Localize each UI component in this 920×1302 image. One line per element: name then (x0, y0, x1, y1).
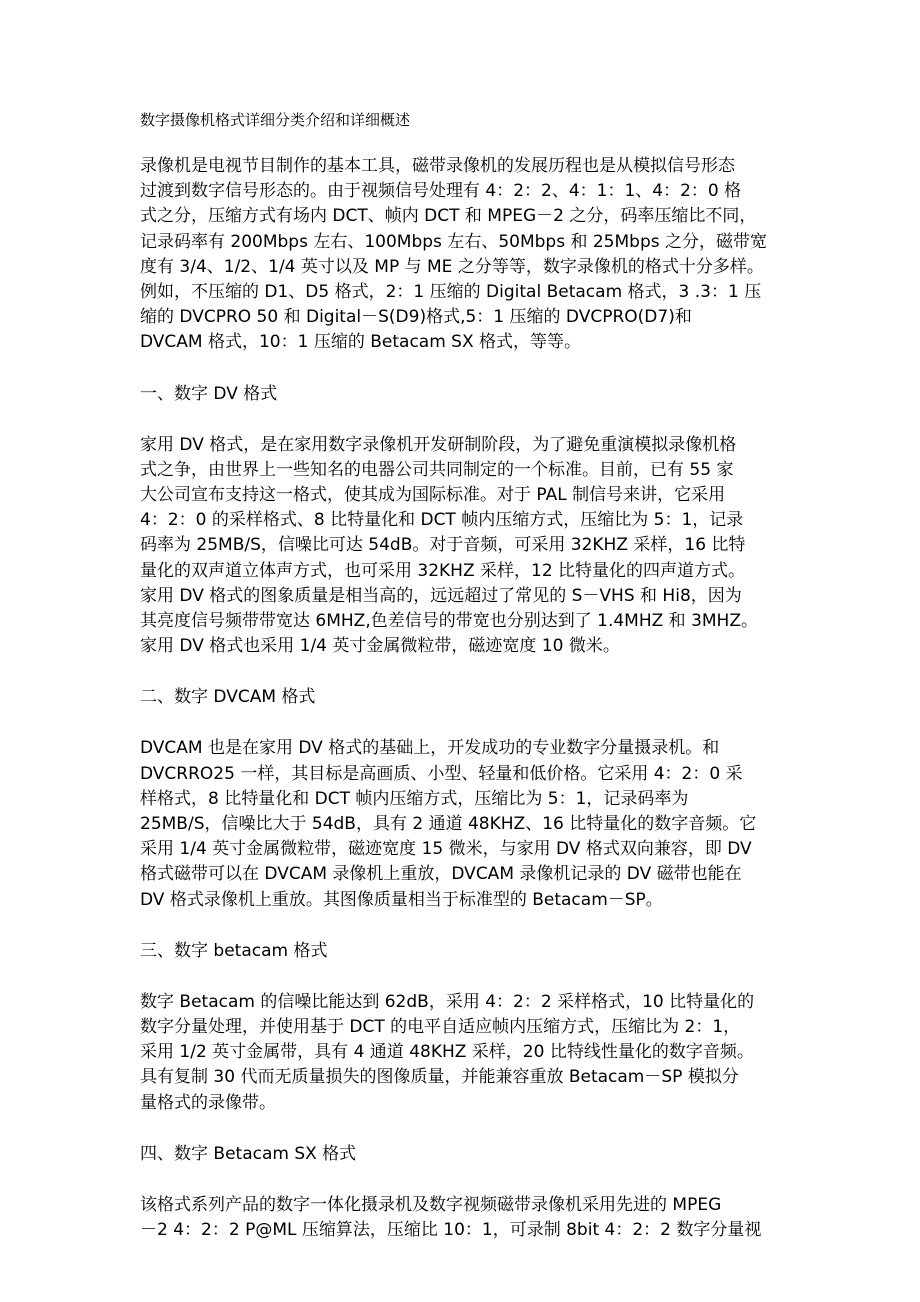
section-paragraph-dvcam (140, 736, 790, 912)
text-line: 该格式系列产品的数字一体化摄录机及数字视频磁带录像机采用先进的 MPEG (140, 1194, 722, 1215)
text-line: 样格式，8 比特量化和 DCT 帧内压缩方式，压缩比为 5：1，记录码率为 (140, 788, 689, 809)
document-page (140, 110, 790, 1243)
document-title: 数字摄像机格式详细分类介绍和详细概述 (140, 111, 411, 129)
text-line: －2 4：2：2 P@ML 压缩算法，压缩比 10：1，可录制 8bit 4：2：2 数字分量视 (140, 1220, 762, 1241)
section-heading-betacam-sx: 四、数字 Betacam SX 格式 (140, 1143, 357, 1164)
text-line: 量化的双声道立体声方式，也可采用 32KHZ 采样，12 比特量化的四声道方式。 (140, 560, 746, 581)
section-heading-dv: 一、数字 DV 格式 (140, 383, 278, 404)
text-line: 式之争，由世界上一些知名的电器公司共同制定的一个标准。目前，已有 55 家 (140, 459, 734, 480)
text-line: 格式磁带可以在 DVCAM 录像机上重放，DVCAM 录像机记录的 DV 磁带也能在 (140, 864, 742, 885)
section-paragraph-betacam-sx (140, 1193, 790, 1243)
text-line: 例如，不压缩的 D1、D5 格式，2：1 压缩的 Digital Betacam 格式，3 .3：1 压 (140, 282, 762, 303)
text-line: 其亮度信号频带带宽达 6MHZ,色差信号的带宽也分别达到了 1.4MHZ 和 3MHZ。 (140, 611, 758, 632)
text-line: 25MB/S，信噪比大于 54dB，具有 2 通道 48KHZ、16 比特量化的数字音频。它 (140, 814, 757, 835)
text-line: DVCRRO25 一样，其目标是高画质、小型、轻量和低价格。它采用 4：2：0 采 (140, 763, 743, 784)
text-line: 数字分量处理，并使用基于 DCT 的电平自适应帧内压缩方式，压缩比为 2：1， (140, 1017, 741, 1038)
section-heading-dvcam: 二、数字 DVCAM 格式 (140, 687, 316, 708)
intro-paragraph (140, 154, 790, 356)
text-line: DVCAM 格式，10：1 压缩的 Betacam SX 格式，等等。 (140, 332, 582, 353)
section-heading-betacam: 三、数字 betacam 格式 (140, 940, 328, 961)
text-line: 记录码率有 200Mbps 左右、100Mbps 左右、50Mbps 和 25Mbps 之分，磁带宽 (140, 231, 768, 252)
text-line: DVCAM 也是在家用 DV 格式的基础上，开发成功的专业数字分量摄录机。和 (140, 738, 720, 759)
text-line: 式之分，压缩方式有场内 DCT、帧内 DCT 和 MPEG－2 之分，码率压缩比不同， (140, 206, 757, 227)
text-line: 过渡到数字信号形态的。由于视频信号处理有 4：2：2、4：1：1、4：2：0 格 (140, 181, 742, 202)
text-line: 码率为 25MB/S，信噪比可达 54dB。对于音频，可采用 32KHZ 采样，16 比特 (140, 535, 746, 556)
text-line: 量格式的录像带。 (140, 1092, 276, 1113)
text-line: 大公司宣布支持这一格式，使其成为国际标准。对于 PAL 制信号来讲，它采用 (140, 485, 726, 506)
text-line: 度有 3/4、1/2、1/4 英寸以及 MP 与 ME 之分等等，数字录像机的格式十分多样。 (140, 256, 764, 277)
section-paragraph-dv (140, 433, 790, 660)
text-line: 具有复制 30 代而无质量损失的图像质量，并能兼容重放 Betacam－SP 模拟分 (140, 1067, 739, 1088)
text-line: 4：2：0 的采样格式、8 比特量化和 DCT 帧内压缩方式，压缩比为 5：1，记录 (140, 510, 744, 531)
text-line: 缩的 DVCPRO 50 和 Digital－S(D9)格式,5：1 压缩的 DVCPRO(D7)和 (140, 307, 692, 328)
text-line: DV 格式录像机上重放。其图像质量相当于标准型的 Betacam－SP。 (140, 889, 663, 910)
text-line: 录像机是电视节目制作的基本工具，磁带录像机的发展历程也是从模拟信号形态 (140, 156, 735, 176)
text-line: 采用 1/2 英寸金属带，具有 4 通道 48KHZ 采样，20 比特线性量化的数字音频。 (140, 1042, 754, 1063)
section-paragraph-betacam (140, 990, 790, 1116)
text-line: 家用 DV 格式的图象质量是相当高的，远远超过了常见的 S－VHS 和 Hi8，因为 (140, 585, 742, 606)
text-line: 家用 DV 格式，是在家用数字录像机开发研制阶段，为了避免重演模拟录像机格 (140, 434, 737, 455)
text-line: 采用 1/4 英寸金属微粒带，磁迹宽度 15 微米，与家用 DV 格式双向兼容，即 DV (140, 839, 752, 860)
text-line: 家用 DV 格式也采用 1/4 英寸金属微粒带，磁迹宽度 10 微米。 (140, 636, 620, 657)
text-line: 数字 Betacam 的信噪比能达到 62dB，采用 4：2：2 采样格式，10 比特量化的 (140, 991, 755, 1012)
